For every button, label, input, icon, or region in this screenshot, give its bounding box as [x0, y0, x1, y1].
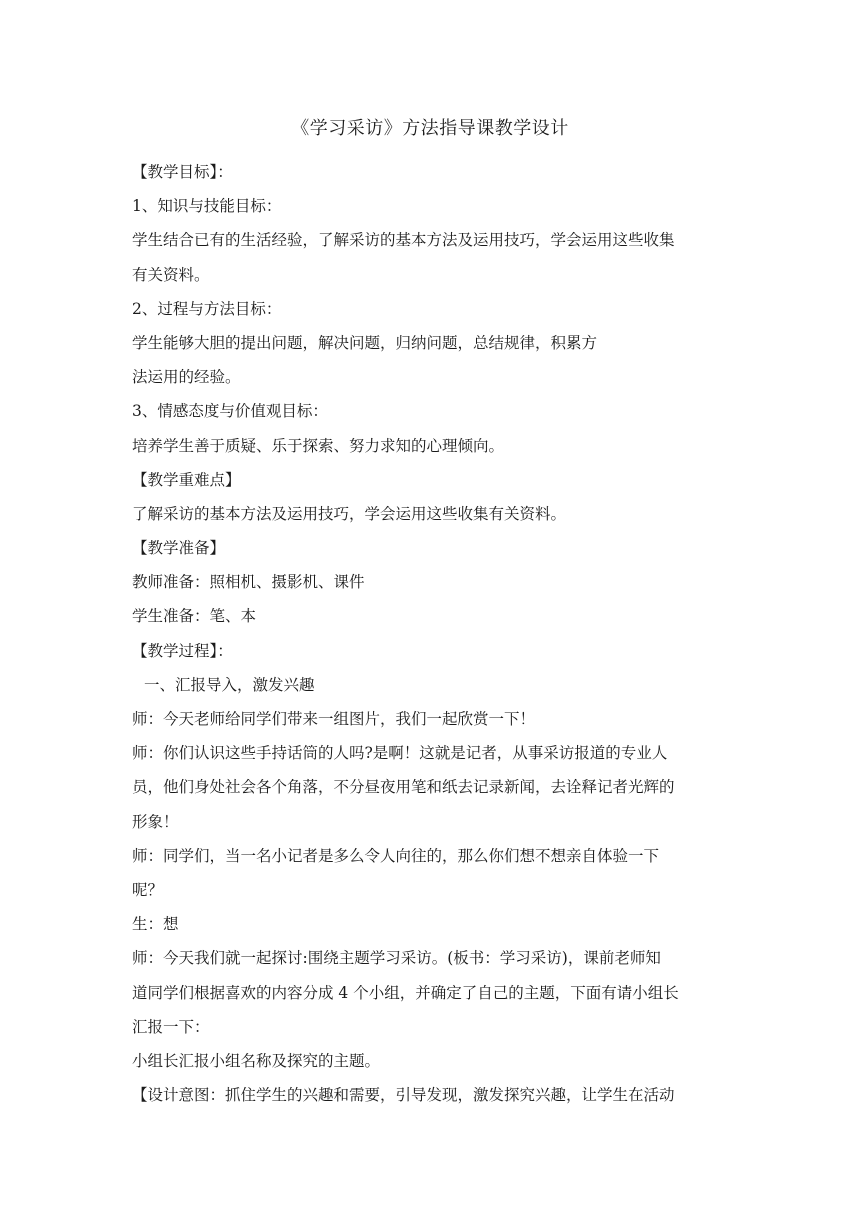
- paragraph-line: 小组长汇报小组名称及探究的主题。: [132, 1051, 381, 1070]
- paragraph-line: 师：今天老师给同学们带来一组图片，我们一起欣赏一下！: [132, 710, 536, 728]
- paragraph-line: 师：今天我们就一起探讨:围绕主题学习采访。(板书：学习采访)，课前老师知: [132, 949, 661, 968]
- paragraph-line: 教师准备：照相机、摄影机、课件: [132, 573, 365, 592]
- paragraph-line: 学生准备：笔、本: [132, 607, 257, 626]
- document-title: 《学习采访》方法指导课教学设计: [291, 118, 569, 139]
- subheading-step-one: 一、汇报导入，激发兴趣: [144, 675, 315, 694]
- subheading-process-method: 2、过程与方法目标：: [132, 299, 282, 318]
- paragraph-line: 了解采访的基本方法及运用技巧，学会运用这些收集有关资料。: [132, 504, 567, 523]
- paragraph-line: 道同学们根据喜欢的内容分成 4 个小组，并确定了自己的主题，下面有请小组长: [132, 983, 679, 1002]
- paragraph-line: 法运用的经验。: [132, 368, 241, 387]
- paragraph-line: 呢？: [132, 880, 164, 899]
- paragraph-line: 学生结合已有的生活经验，了解采访的基本方法及运用技巧，学会运用这些收集: [132, 231, 675, 250]
- paragraph-line: 有关资料。: [132, 265, 210, 284]
- section-heading-process: 【教学过程】：: [132, 641, 233, 660]
- section-heading-preparation: 【教学准备】: [132, 539, 226, 558]
- paragraph-line: 师：同学们，当一名小记者是多么令人向往的，那么你们想不想亲自体验一下: [132, 846, 660, 865]
- paragraph-line: 学生能够大胆的提出问题，解决问题，归纳问题，总结规律，积累方: [132, 333, 598, 352]
- paragraph-line: 培养学生善于质疑、乐于探索、努力求知的心理倾向。: [132, 436, 505, 455]
- subheading-knowledge-skills: 1、知识与技能目标：: [132, 197, 282, 216]
- section-heading-objectives: 【教学目标】：: [132, 163, 233, 181]
- paragraph-line: 形象！: [132, 812, 179, 831]
- paragraph-line: 汇报一下：: [132, 1017, 210, 1036]
- paragraph-line: 师：你们认识这些手持话筒的人吗?是啊！这就是记者，从事采访报道的专业人: [132, 744, 668, 763]
- subheading-emotion-values: 3、情感态度与价值观目标：: [132, 402, 328, 421]
- paragraph-line: 【设计意图：抓住学生的兴趣和需要，引导发现，激发探究兴趣，让学生在活动: [132, 1086, 675, 1105]
- paragraph-line: 生：想: [132, 915, 179, 934]
- paragraph-line: 员，他们身处社会各个角落，不分昼夜用笔和纸去记录新闻，去诠释记者光辉的: [132, 778, 675, 797]
- section-heading-key-points: 【教学重难点】: [132, 470, 241, 489]
- document-body: [132, 155, 732, 1112]
